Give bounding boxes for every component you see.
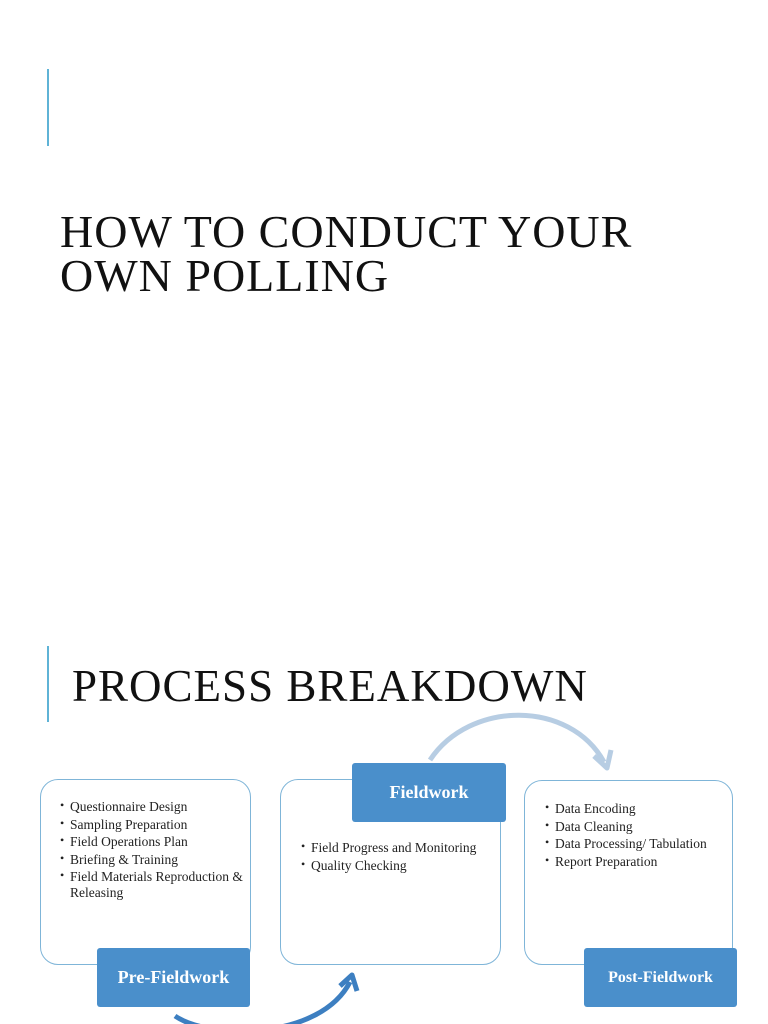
pre-fieldwork-card [40,779,251,965]
list-item: • Sampling Preparation [60,817,245,833]
list-item: • Quality Checking [301,858,496,874]
pre-fieldwork-list [60,799,245,902]
slide2-title: PROCESS BREAKDOWN [72,661,588,711]
post-fieldwork-list [545,801,727,871]
list-item: • Field Operations Plan [60,834,245,850]
list-item: • Report Preparation [545,854,727,870]
stage-label-pre-fieldwork: Pre-Fieldwork [97,948,250,1007]
list-item: • Data Cleaning [545,819,727,835]
stage-label-fieldwork: Fieldwork [352,763,506,822]
post-fieldwork-card [524,780,733,965]
list-item: • Briefing & Training [60,852,245,868]
stage-label-post-fieldwork: Post-Fieldwork [584,948,737,1007]
fieldwork-list [301,840,496,875]
list-item: • Field Materials Reproduction & Releasing [60,869,245,900]
list-item: • Data Processing/ Tabulation [545,836,727,852]
list-item: • Field Progress and Monitoring [301,840,496,856]
list-item: • Questionnaire Design [60,799,245,815]
slide1-title-line1: HOW TO CONDUCT YOUR [60,206,633,257]
list-item: • Data Encoding [545,801,727,817]
slide1-title-line2: OWN POLLING [60,250,390,301]
